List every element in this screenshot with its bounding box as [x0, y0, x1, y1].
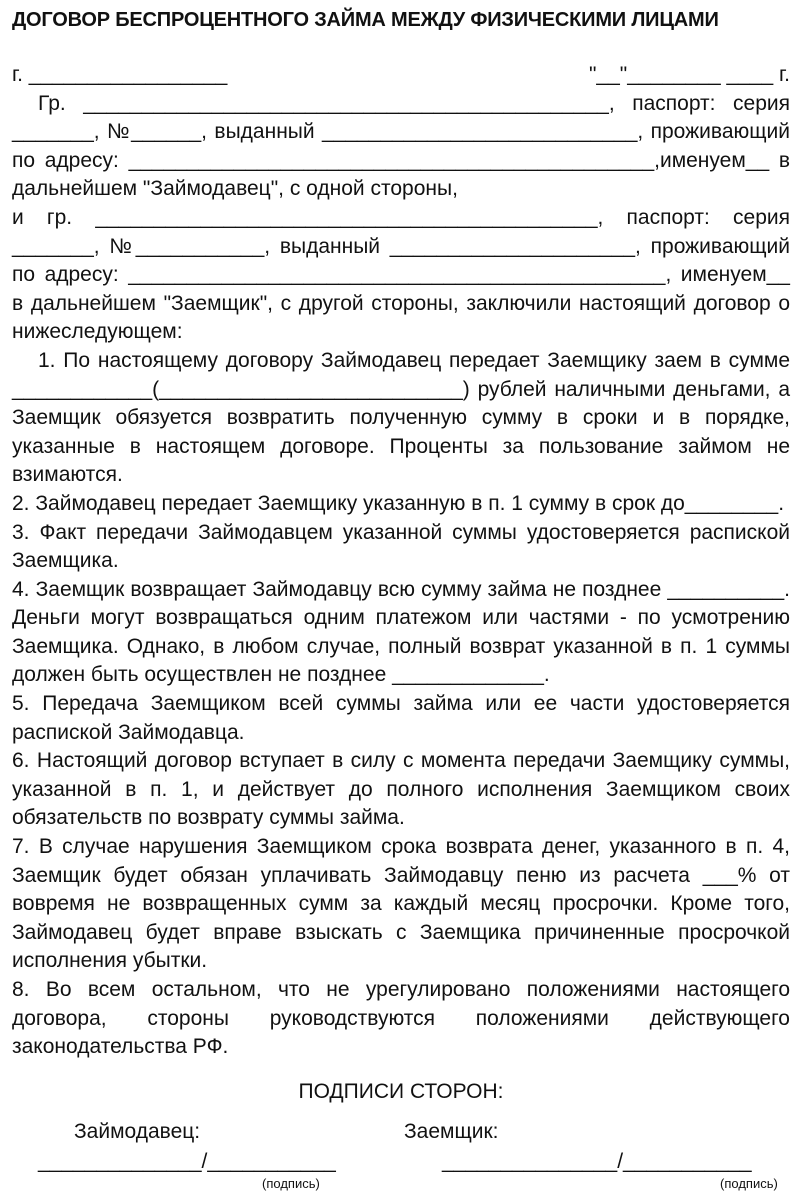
clause-4: 4. Заемщик возвращает Займодавцу всю сумму займа не позднее __________. Деньги могут возвращаться одним платежом или частями - по усмотрению Заемщика. Однако, в любом случае, полный возврат указанной в п. 1 суммы должен быть осуществлен не позднее _____________. — [12, 577, 790, 687]
borrower-signature-caption: (подпись) — [720, 1176, 778, 1191]
clause-6: 6. Настоящий договор вступает в силу с момента передачи Заемщику суммы, указанной в п. 1, и действует до полного исполнения Заемщиком своих обязательств по возврату суммы займа. — [12, 749, 790, 830]
clause-3: 3. Факт передачи Займодавцем указанной суммы удостоверяется распиской Заемщика. — [12, 520, 790, 573]
place-field: г. _________________ — [12, 63, 228, 86]
lender-label: Займодавец: — [74, 1120, 201, 1143]
clause-5: 5. Передача Заемщиком всей суммы займа или ее части удостоверяется распиской Займодавца. — [12, 692, 790, 744]
lender-signature-caption: (подпись) — [262, 1176, 320, 1191]
borrower-signature-line: _______________/___________ — [442, 1150, 752, 1173]
borrower-label: Заемщик: — [404, 1120, 499, 1143]
contract-document — [12, 6, 790, 1106]
clause-2: 2. Займодавец передает Заемщику указанную в п. 1 сумму в срок до________. — [12, 491, 785, 515]
clause-7: 7. В случае нарушения Заемщиком срока возврата денег, указанного в п. 4, Заемщик будет обязан уплачивать Займодавцу пеню из расчета ___% от вовремя не возвращенных сумм за каждый месяц просрочки. Кроме того, Займодавец будет вправе взыскать с Заемщика причиненные просрочкой исполнения убытки. — [12, 835, 790, 973]
lender-signature-line: ______________/___________ — [38, 1150, 336, 1173]
signatures-block — [38, 1118, 790, 1198]
document-title: ДОГОВОР БЕСПРОЦЕНТНОГО ЗАЙМА МЕЖДУ ФИЗИЧЕСКИМИ ЛИЦАМИ — [12, 9, 719, 31]
clause-8: 8. Во всем остальном, что не урегулировано положениями настоящего договора, стороны руководствуются положениями действующего законодательства РФ. — [12, 978, 790, 1059]
paragraph-borrower: и гр. ___________________________________________, паспорт: серия _______, №___________, выданный _____________________, проживающий по адресу: ______________________________________________, именуем__ в дальнейшем "Заемщик", с другой стороны, заключили настоящий договор о нижеследующем: — [12, 205, 790, 344]
signatures-heading: ПОДПИСИ СТОРОН: — [298, 1079, 504, 1103]
place-date-row — [12, 61, 790, 90]
date-field: "__"________ ____ г. — [588, 63, 790, 86]
paragraph-lender: Гр. _____________________________________________, паспорт: серия _______, №______, выданный ___________________________, проживающий по адресу: _____________________________________________,именуем__ в дальнейшем "Займодавец", с одной стороны, — [12, 91, 790, 201]
clause-1: 1. По настоящему договору Займодавец передает Заемщику заем в сумме ____________(__________________________) рублей наличными деньгами, а Заемщик обязуется возвратить полученную сумму в сроки и в порядке, указанные в настоящем договоре. Проценты за пользование займом не взимаются. — [12, 348, 790, 487]
